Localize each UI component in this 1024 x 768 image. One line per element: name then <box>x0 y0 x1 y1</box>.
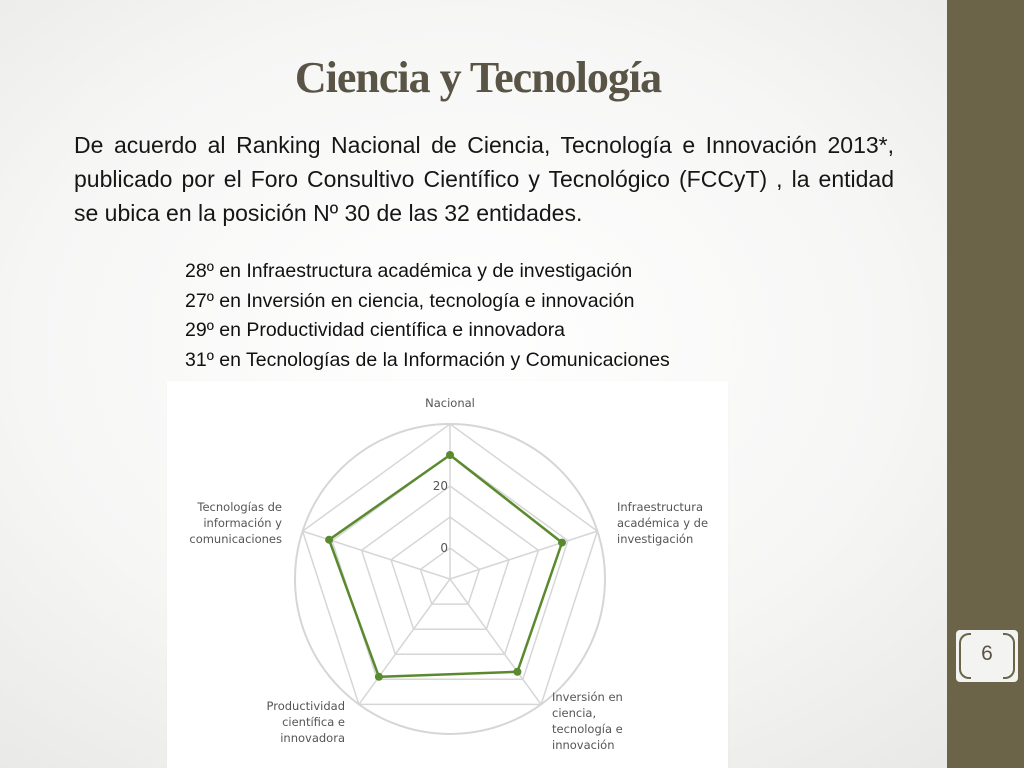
intro-paragraph: De acuerdo al Ranking Nacional de Ciencia, Tecnología e Innovación 2013*, publicado por el Foro Consultivo Científico y Tecnológico (FCCyT) , la entidad se ubica en la posición Nº 30 de las 32 entidades. <box>74 132 894 226</box>
radar-spoke-3 <box>359 579 450 704</box>
radar-tick-label-0: 0 <box>440 541 448 555</box>
page-number: 6 <box>981 642 993 665</box>
radar-axis-label-3: Productividad científica e innovadora <box>266 699 345 745</box>
ranking-item-productividad: 29º en Productividad científica e innovadora <box>185 319 566 341</box>
radar-data-point-0 <box>446 451 454 459</box>
slide-title: Ciencia y Tecnología <box>294 53 662 102</box>
radar-tick-label-1: 20 <box>432 479 448 493</box>
radar-data-point-3 <box>375 673 383 681</box>
ranking-list <box>185 257 670 375</box>
radar-spoke-4 <box>303 531 450 579</box>
ranking-item-tecnologias: 31º en Tecnologías de la Información y Comunicaciones <box>185 348 670 371</box>
radar-data-point-4 <box>325 536 333 544</box>
radar-chart-panel <box>167 381 728 768</box>
radar-chart <box>167 381 728 768</box>
ranking-item-inversion: 27º en Inversión en ciencia, tecnología e innovación <box>185 289 635 312</box>
radar-axis-label-4: Tecnologías de información y comunicaciones <box>189 500 282 546</box>
radar-axis-label-1: Infraestructura académica y de investigación <box>617 500 709 546</box>
radar-axis-label-2: Inversión en ciencia, tecnología e innovación <box>552 690 623 752</box>
page-number-badge <box>956 630 1018 682</box>
radar-axis-label-0: Nacional <box>425 396 475 410</box>
radar-data-point-2 <box>513 668 521 676</box>
radar-spoke-1 <box>450 531 597 579</box>
radar-data-point-1 <box>558 539 566 547</box>
ranking-item-infraestructura: 28º en Infraestructura académica y de investigación <box>185 260 633 282</box>
